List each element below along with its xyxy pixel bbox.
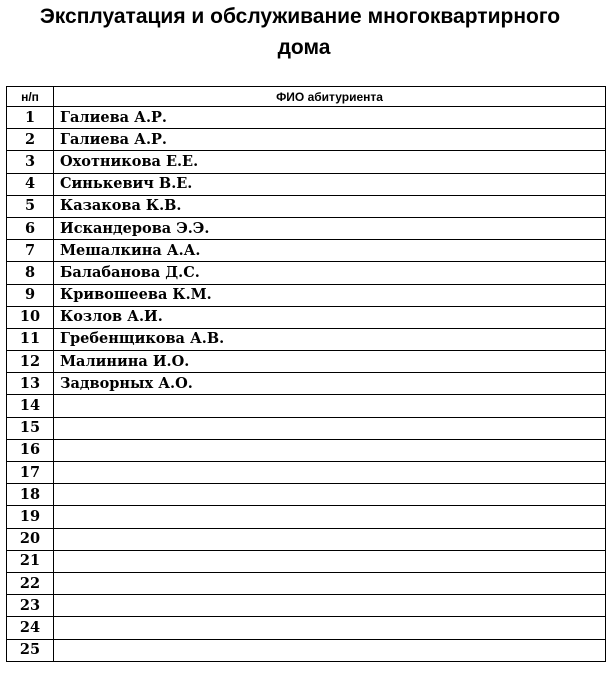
table-row [7,262,606,284]
table-row [7,595,606,617]
document-title [0,0,608,63]
header-number: н/п [7,87,54,107]
table-row [7,617,606,639]
applicant-name [54,439,606,461]
applicant-name: Казакова К.В. [54,195,606,217]
row-number: 15 [7,417,54,439]
row-number: 4 [7,173,54,195]
table-row [7,439,606,461]
table-row [7,107,606,129]
table-row [7,550,606,572]
table-row [7,462,606,484]
applicant-name [54,572,606,594]
table-row [7,506,606,528]
applicant-name: Малинина И.О. [54,351,606,373]
applicant-name: Козлов А.И. [54,306,606,328]
applicant-name: Балабанова Д.С. [54,262,606,284]
applicant-name [54,639,606,661]
applicant-name [54,595,606,617]
table-row [7,572,606,594]
applicant-name [54,484,606,506]
applicant-name [54,395,606,417]
row-number: 7 [7,240,54,262]
row-number: 20 [7,528,54,550]
applicant-name [54,528,606,550]
table-row [7,484,606,506]
row-number: 3 [7,151,54,173]
table-row [7,284,606,306]
applicant-name: Кривошеева К.М. [54,284,606,306]
table-row [7,173,606,195]
applicant-name: Синькевич В.Е. [54,173,606,195]
table-row [7,240,606,262]
header-name: ФИО абитуриента [54,87,606,107]
applicants-table [6,86,606,662]
applicant-name: Мешалкина А.А. [54,240,606,262]
table-header-row [7,87,606,107]
applicant-name [54,462,606,484]
table-row [7,217,606,239]
row-number: 24 [7,617,54,639]
row-number: 1 [7,107,54,129]
row-number: 25 [7,639,54,661]
row-number: 22 [7,572,54,594]
table-body [7,107,606,662]
applicant-name [54,550,606,572]
row-number: 6 [7,217,54,239]
table-row [7,528,606,550]
table-row [7,373,606,395]
row-number: 11 [7,328,54,350]
table-row [7,306,606,328]
table-row [7,328,606,350]
applicant-name [54,417,606,439]
row-number: 19 [7,506,54,528]
applicant-name: Галиева А.Р. [54,107,606,129]
table-row [7,151,606,173]
table-row [7,417,606,439]
applicant-name [54,506,606,528]
table-row [7,195,606,217]
row-number: 17 [7,462,54,484]
row-number: 5 [7,195,54,217]
row-number: 16 [7,439,54,461]
applicant-name [54,617,606,639]
table-row [7,639,606,661]
applicant-name: Галиева А.Р. [54,129,606,151]
applicant-name: Искандерова Э.Э. [54,217,606,239]
row-number: 21 [7,550,54,572]
row-number: 14 [7,395,54,417]
row-number: 2 [7,129,54,151]
table-row [7,395,606,417]
row-number: 13 [7,373,54,395]
row-number: 18 [7,484,54,506]
row-number: 12 [7,351,54,373]
table-row [7,351,606,373]
title-line-2: дома [277,36,331,59]
applicant-name: Задворных А.О. [54,373,606,395]
row-number: 10 [7,306,54,328]
row-number: 9 [7,284,54,306]
applicant-name: Гребенщикова А.В. [54,328,606,350]
title-line-1: Эксплуатация и обслуживание многоквартирного [39,5,561,28]
table-row [7,129,606,151]
row-number: 23 [7,595,54,617]
row-number: 8 [7,262,54,284]
applicant-name: Охотникова Е.Е. [54,151,606,173]
